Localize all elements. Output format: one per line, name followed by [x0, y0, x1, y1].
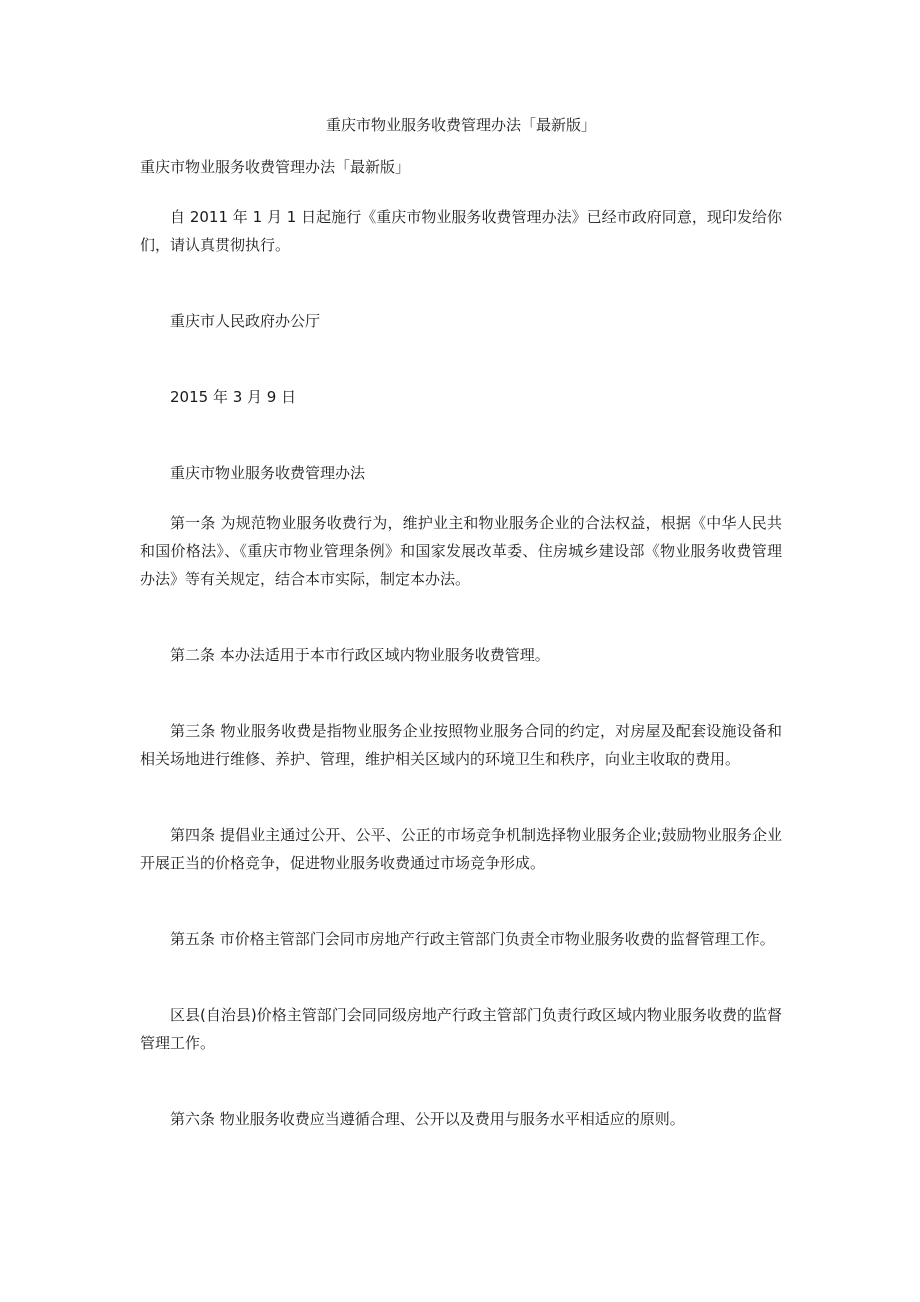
article-5-clause-2: 区县(自治县)价格主管部门会同同级房地产行政主管部门负责行政区域内物业服务收费的监督管理工作。 — [140, 1006, 782, 1052]
article-5: 第五条 市价格主管部门会同市房地产行政主管部门负责全市物业服务收费的监督管理工作。 — [170, 930, 775, 948]
article-1: 第一条 为规范物业服务收费行为，维护业主和物业服务企业的合法权益，根据《中华人民共和国价格法》、《重庆市物业管理条例》和国家发展改革委、住房城乡建设部《物业服务收费管理办法》等有关规定，结合本市实际，制定本办法。 — [140, 514, 782, 588]
article-3: 第三条 物业服务收费是指物业服务企业按照物业服务合同的约定，对房屋及配套设施设备和相关场地进行维修、养护、管理，维护相关区域内的环境卫生和秩序，向业主收取的费用。 — [140, 722, 782, 768]
document-body — [140, 111, 782, 1133]
regulation-title: 重庆市物业服务收费管理办法 — [170, 464, 366, 482]
issuer-name: 重庆市人民政府办公厅 — [170, 312, 321, 330]
article-2: 第二条 本办法适用于本市行政区域内物业服务收费管理。 — [170, 646, 550, 664]
article-4: 第四条 提倡业主通过公开、公平、公正的市场竞争机制选择物业服务企业;鼓励物业服务企业开展正当的价格竞争，促进物业服务收费通过市场竞争形成。 — [140, 826, 782, 872]
article-6: 第六条 物业服务收费应当遵循合理、公开以及费用与服务水平相适应的原则。 — [170, 1110, 685, 1128]
document-title: 重庆市物业服务收费管理办法「最新版」 — [325, 116, 596, 134]
issue-date: 2015 年 3 月 9 日 — [170, 388, 297, 406]
notice-paragraph: 自 2011 年 1 月 1 日起施行《重庆市物业服务收费管理办法》已经市政府同意，现印发给你们，请认真贯彻执行。 — [140, 208, 782, 254]
document-subtitle: 重庆市物业服务收费管理办法「最新版」 — [140, 158, 411, 176]
